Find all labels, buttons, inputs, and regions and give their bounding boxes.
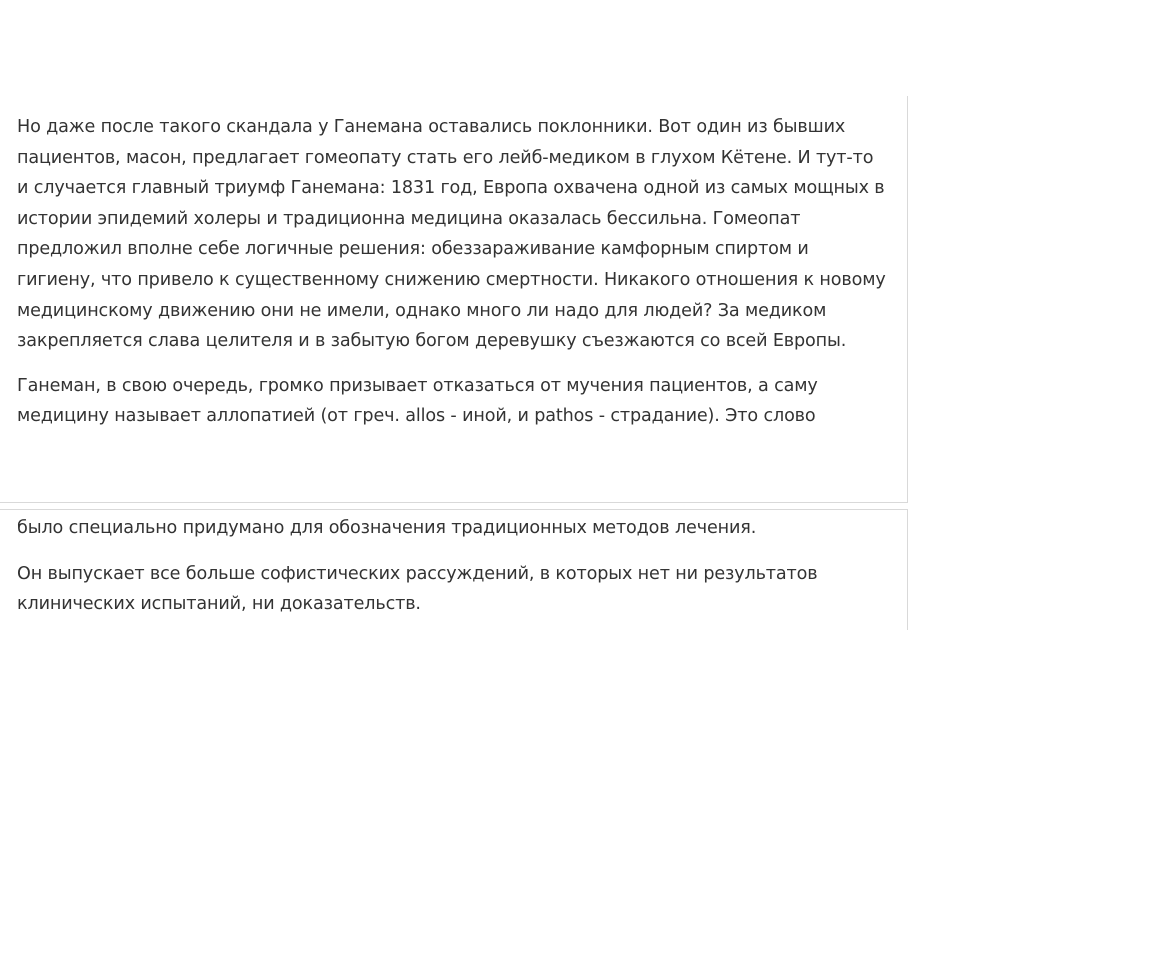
article-paragraph: Он выпускает все больше софистических рассуждений, в которых нет ни результатов клинических испытаний, ни доказательств. — [17, 563, 818, 615]
article-paragraph: Но даже после такого скандала у Ганемана оставались поклонники. Вот один из бывших пациентов, масон, предлагает гомеопату стать его лейб-медиком в глухом Кётене. И тут-то и случается главный триумф Ганемана: 1831 год, Европа охвачена одной из самых мощных в истории эпидемий холеры и традиционна медицина оказалась бессильна. Гомеопат предложил вполне себе логичные решения: обеззараживание камфорным спиртом и гигиену, что привело к существенному снижению смертности. Никакого отношения к новому медицинскому движению они не имели, однако много ли надо для людей? За медиком закрепляется слава целителя и в забытую богом деревушку съезжаются со всей Европы. — [17, 117, 886, 352]
article-section-top — [0, 96, 908, 503]
article-paragraph: было специально придумано для обозначения традиционных методов лечения. — [17, 518, 757, 538]
article-paragraph: Ганеман, в свою очередь, громко призывает отказаться от мучения пациентов, а саму медицину называет аллопатией (от греч. allos - иной, и pathos - страдание). Это слово — [17, 375, 818, 427]
article-section-bottom — [0, 509, 908, 630]
